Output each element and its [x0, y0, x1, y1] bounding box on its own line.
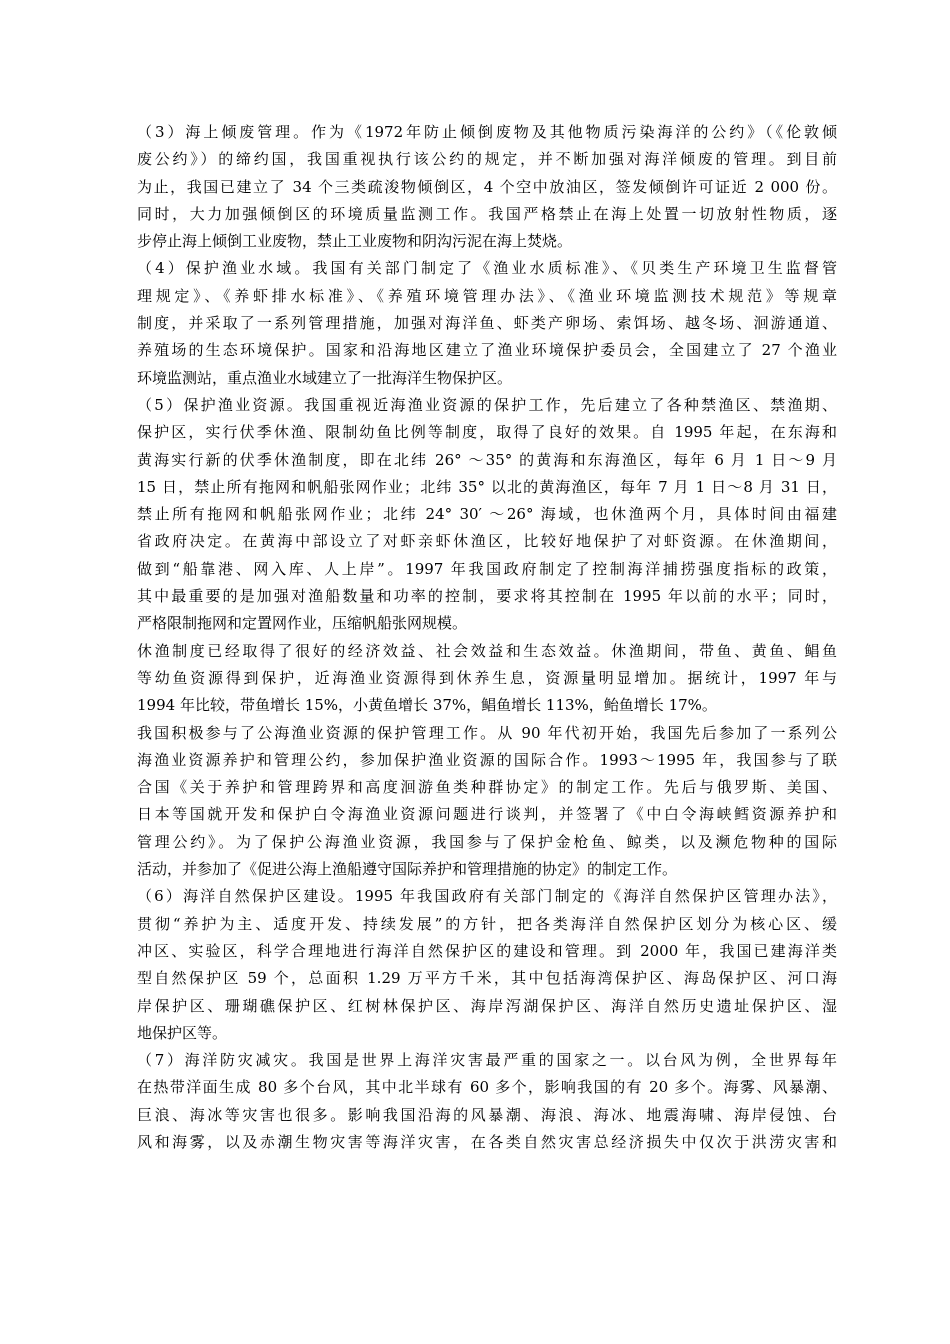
text-line: 黄海实行新的伏季休渔制度，即在北纬 26° ～35° 的黄海和东海渔区，每年 6 月 1 日～9 月: [137, 450, 837, 469]
paragraph: [137, 883, 837, 1047]
text-line: 省政府决定。在黄海中部设立了对虾亲虾休渔区，比较好地保护了对虾资源。在休渔期间，: [137, 532, 837, 551]
text-line: 地保护区等。: [137, 1023, 228, 1042]
text-line: 其中最重要的是加强对渔船数量和功率的控制，要求将其控制在 1995 年以前的水平；同时，: [137, 587, 837, 606]
text-line: 合国《关于养护和管理跨界和高度洄游鱼类种群协定》的制定工作。先后与俄罗斯、美国、: [137, 778, 837, 797]
text-line: 管理公约》。为了保护公海渔业资源，我国参与了保护金枪鱼、鲸类，以及濒危物种的国际: [137, 832, 837, 851]
paragraph: [137, 119, 837, 255]
text-line: （4）保护渔业水域。我国有关部门制定了《渔业水质标准》、《贝类生产环境卫生监督管: [137, 259, 837, 278]
paragraph: [137, 392, 837, 638]
paragraph: [137, 720, 837, 884]
text-line: 理规定》、《养虾排水标准》、《养殖环境管理办法》、《渔业环境监测技术规范》等规章: [137, 286, 837, 305]
text-line: 养殖场的生态环境保护。国家和沿海地区建立了渔业环境保护委员会，全国建立了 27 个渔业: [137, 341, 837, 360]
text-line: 我国积极参与了公海渔业资源的保护管理工作。从 90 年代初开始，我国先后参加了一系列公: [137, 723, 837, 742]
text-line: 风和海雾，以及赤潮生物灾害等海洋灾害，在各类自然灾害总经济损失中仅次于洪涝灾害和: [137, 1132, 837, 1151]
text-line: 冲区、实验区，科学合理地进行海洋自然保护区的建设和管理。到 2000 年，我国已建海洋类: [137, 941, 837, 960]
paragraph: [137, 255, 837, 391]
text-line: 15 日，禁止所有拖网和帆船张网作业；北纬 35° 以北的黄海渔区，每年 7 月 1 日～8 月 31 日，: [137, 477, 837, 496]
text-line: 环境监测站，重点渔业水域建立了一批海洋生物保护区。: [137, 368, 513, 387]
document-body: [137, 119, 837, 1156]
text-line: 同时，大力加强倾倒区的环境质量监测工作。我国严格禁止在海上处置一切放射性物质，逐: [137, 204, 837, 223]
text-line: 日本等国就开发和保护白令海渔业资源问题进行谈判，并签署了《中白令海峡鳕资源养护和: [137, 805, 837, 824]
text-line: 型自然保护区 59 个，总面积 1.29 万平方千米，其中包括海湾保护区、海岛保护区、河口海: [137, 969, 837, 988]
text-line: 巨浪、海冰等灾害也很多。影响我国沿海的风暴潮、海浪、海冰、地震海啸、海岸侵蚀、台: [137, 1105, 837, 1124]
paragraph: [137, 638, 837, 720]
text-line: 废公约》）的缔约国，我国重视执行该公约的规定，并不断加强对海洋倾废的管理。到目前: [137, 150, 837, 169]
text-line: 贯彻“养护为主、适度开发、持续发展”的方针，把各类海洋自然保护区划分为核心区、缓: [137, 914, 837, 933]
text-line: 1994 年比较，带鱼增长 15%，小黄鱼增长 37%，鲳鱼增长 113%，鲐鱼增长 17%。: [137, 696, 717, 715]
text-line: 严格限制拖网和定置网作业，压缩帆船张网规模。: [137, 614, 468, 633]
text-line: 禁止所有拖网和帆船张网作业；北纬 24° 30′ ～26° 海域，也休渔两个月，具体时间由福建: [137, 505, 837, 524]
text-line: 等幼鱼资源得到保护，近海渔业资源得到休养生息，资源量明显增加。据统计，1997 年与: [137, 668, 837, 687]
text-line: 在热带洋面生成 80 多个台风，其中北半球有 60 多个，影响我国的有 20 多个。海雾、风暴潮、: [137, 1078, 837, 1097]
text-line: （3）海上倾废管理。作为《1972年防止倾倒废物及其他物质污染海洋的公约》（《伦敦倾: [137, 123, 837, 141]
text-line: 保护区，实行伏季休渔、限制幼鱼比例等制度，取得了良好的效果。自 1995 年起，在东海和: [137, 423, 837, 442]
text-line: 海渔业资源养护和管理公约，参加保护渔业资源的国际合作。1993～1995 年，我国参与了联: [137, 750, 837, 769]
text-line: （7）海洋防灾减灾。我国是世界上海洋灾害最严重的国家之一。以台风为例，全世界每年: [137, 1051, 837, 1070]
text-line: （6）海洋自然保护区建设。1995 年我国政府有关部门制定的《海洋自然保护区管理办法》，: [137, 887, 837, 906]
text-line: 为止，我国已建立了 34 个三类疏浚物倾倒区，4 个空中放油区，签发倾倒许可证近 2 000 份。: [137, 177, 837, 196]
text-line: 步停止海上倾倒工业废物，禁止工业废物和阴沟污泥在海上焚烧。: [137, 232, 573, 251]
text-line: 做到“船靠港、网入库、人上岸”。1997 年我国政府制定了控制海洋捕捞强度指标的政策，: [137, 559, 837, 578]
text-line: （5）保护渔业资源。我国重视近海渔业资源的保护工作，先后建立了各种禁渔区、禁渔期、: [137, 395, 837, 414]
text-line: 岸保护区、珊瑚礁保护区、红树林保护区、海岸泻湖保护区、海洋自然历史遗址保护区、湿: [137, 996, 837, 1015]
paragraph: [137, 1047, 837, 1156]
text-line: 活动，并参加了《促进公海上渔船遵守国际养护和管理措施的协定》的制定工作。: [137, 860, 678, 879]
text-line: 休渔制度已经取得了很好的经济效益、社会效益和生态效益。休渔期间，带鱼、黄鱼、鲳鱼: [137, 641, 837, 660]
text-line: 制度，并采取了一系列管理措施，加强对海洋鱼、虾类产卵场、索饵场、越冬场、洄游通道、: [137, 314, 837, 333]
